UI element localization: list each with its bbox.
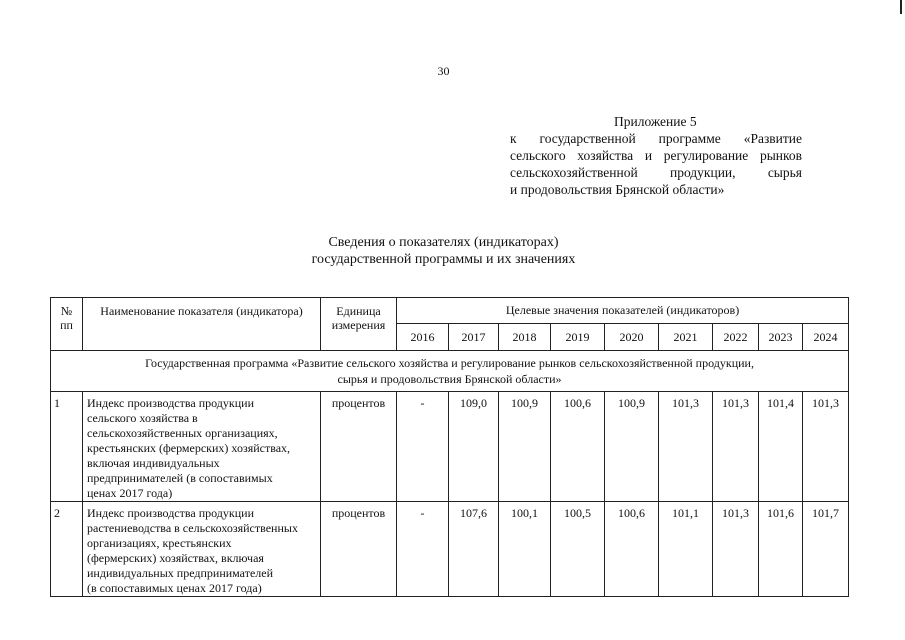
indicator-name-line: организациях, крестьянских [87, 536, 232, 550]
header-number-abbr: пп [60, 318, 73, 332]
indicator-name-line: крестьянских (фермерских) хозяйствах, [87, 441, 291, 455]
year-2023: 2023 [759, 324, 803, 351]
indicator-name-line: индивидуальных предпринимателей [87, 566, 273, 580]
indicator-name-line: предпринимателей (в сопоставимых [87, 471, 273, 485]
page-number: 30 [437, 64, 450, 78]
appendix-line: и продовольствия Брянской области» [510, 182, 725, 197]
indicator-name-line: (фермерских) хозяйствах, включая [87, 551, 264, 565]
value-2018: 100,1 [499, 502, 551, 597]
year-2024: 2024 [803, 324, 849, 351]
row-number: 1 [51, 392, 83, 502]
row-number: 2 [51, 502, 83, 597]
indicator-name-line: ценах 2017 года) [87, 486, 173, 500]
value-2020: 100,6 [605, 502, 659, 597]
value-2017: 107,6 [449, 502, 499, 597]
value-2019: 100,5 [551, 502, 605, 597]
indicator-name [83, 392, 321, 502]
indicator-name-line: Индекс производства продукции [87, 396, 254, 410]
indicator-name-line: включая индивидуальных [87, 456, 220, 470]
unit-cell: процентов [321, 392, 397, 502]
header-number [51, 298, 83, 351]
year-2017: 2017 [449, 324, 499, 351]
value-2024: 101,7 [803, 502, 849, 597]
value-2018: 100,9 [499, 392, 551, 502]
value-2023: 101,6 [759, 502, 803, 597]
year-2018: 2018 [499, 324, 551, 351]
value-2019: 100,6 [551, 392, 605, 502]
header-target-values: Целевые значения показателей (индикаторов) [397, 298, 849, 324]
section-line: сырья и продовольствия Брянской области» [337, 372, 562, 386]
value-2021: 101,1 [659, 502, 713, 597]
appendix-line: сельского хозяйства и регулирование рынков [510, 148, 802, 163]
document-title [0, 234, 887, 268]
value-2016: - [397, 502, 449, 597]
indicator-name-line: растениеводства в сельскохозяйственных [87, 521, 298, 535]
document-title-line: Сведения о показателях (индикаторах) [328, 235, 559, 250]
header-unit-line: измерения [331, 318, 386, 332]
header-number-symbol: № [60, 304, 73, 318]
indicator-name-line: сельского хозяйства в [87, 411, 198, 425]
value-2020: 100,9 [605, 392, 659, 502]
indicators-table [50, 297, 849, 597]
document-title-line: государственной программы и их значениях [311, 252, 576, 267]
header-row [51, 298, 849, 324]
appendix-line: сельскохозяйственной продукции, сырья [510, 165, 802, 180]
value-2017: 109,0 [449, 392, 499, 502]
value-2023: 101,4 [759, 392, 803, 502]
header-unit-line: Единица [336, 304, 381, 318]
value-2022: 101,3 [713, 502, 759, 597]
section-line: Государственная программа «Развитие сельского хозяйства и регулирование рынков сельскохозяйственной продукции, [145, 356, 754, 370]
indicator-name-line: (в сопоставимых ценах 2017 года) [87, 581, 262, 595]
indicator-name [83, 502, 321, 597]
value-2024: 101,3 [803, 392, 849, 502]
table-row [51, 502, 849, 597]
indicator-name-line: Индекс производства продукции [87, 506, 254, 520]
header-indicator-name: Наименование показателя (индикатора) [83, 298, 321, 351]
appendix-text [510, 130, 802, 198]
value-2021: 101,3 [659, 392, 713, 502]
page-edge-mark [900, 0, 902, 14]
section-row [51, 351, 849, 392]
appendix-line: к государственной программе «Развитие [510, 131, 802, 146]
table-row [51, 392, 849, 502]
year-2016: 2016 [397, 324, 449, 351]
year-2019: 2019 [551, 324, 605, 351]
value-2016: - [397, 392, 449, 502]
header-unit [321, 298, 397, 351]
year-2021: 2021 [659, 324, 713, 351]
appendix-title: Приложение 5 [614, 114, 697, 129]
year-2022: 2022 [713, 324, 759, 351]
section-program-name [51, 351, 849, 392]
year-2020: 2020 [605, 324, 659, 351]
unit-cell: процентов [321, 502, 397, 597]
indicator-name-line: сельскохозяйственных организациях, [87, 426, 278, 440]
value-2022: 101,3 [713, 392, 759, 502]
